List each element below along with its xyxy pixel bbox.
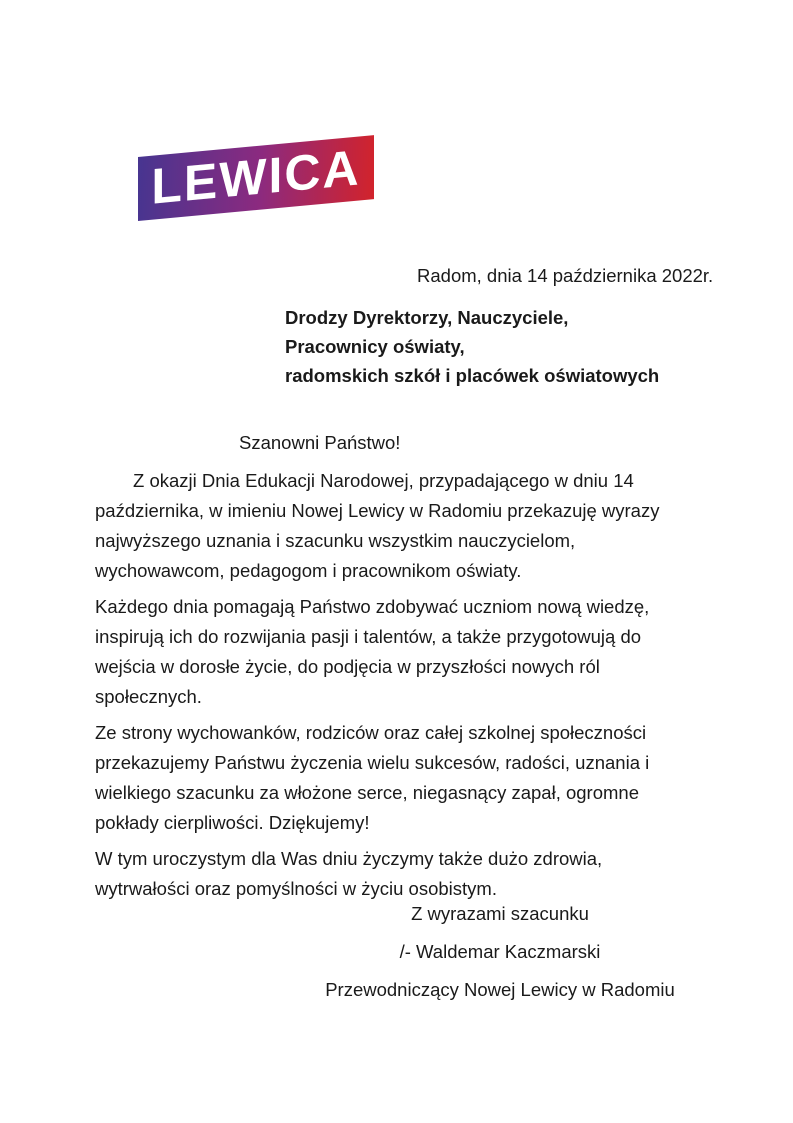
paragraph: Każdego dnia pomagają Państwo zdobywać uczniom nową wiedzę, inspirują ich do rozwijania pasji i talentów, a także przygotowują do wejścia w dorosłe życie, do podjęcia w przyszłości nowych ról społecznych. bbox=[95, 596, 650, 707]
lewica-logo-text: LEWICA bbox=[151, 138, 361, 215]
salutation: Szanowni Państwo! bbox=[239, 432, 401, 453]
recipient-line: radomskich szkół i placówek oświatowych bbox=[285, 365, 660, 386]
signature-block bbox=[300, 903, 700, 1017]
recipient-block bbox=[285, 303, 659, 390]
signature-name: /- Waldemar Kaczmarski bbox=[399, 941, 601, 962]
lewica-logo bbox=[138, 135, 374, 221]
recipient-line: Pracownicy oświaty, bbox=[285, 336, 465, 357]
paragraph: Z okazji Dnia Edukacji Narodowej, przypadającego w dniu 14 października, w imieniu Nowej Lewicy w Radomiu przekazuję wyrazy najwyższego uznania i szacunku wszystkim nauczycielom, wychowawcom, pedagogom i pracownikom oświaty. bbox=[95, 470, 660, 581]
letter-body bbox=[95, 466, 701, 910]
paragraph: Ze strony wychowanków, rodziców oraz całej szkolnej społeczności przekazujemy Państwu życzenia wielu sukcesów, radości, uznania i wielkiego szacunku za włożone serce, niegasnący zapał, ogromne pokłady cierpliwości. Dziękujemy! bbox=[95, 722, 650, 833]
date-line: Radom, dnia 14 października 2022r. bbox=[417, 265, 714, 286]
closing-line: Z wyrazami szacunku bbox=[411, 903, 589, 924]
signature-role: Przewodniczący Nowej Lewicy w Radomiu bbox=[325, 979, 675, 1000]
recipient-line: Drodzy Dyrektorzy, Nauczyciele, bbox=[285, 307, 569, 328]
paragraph: W tym uroczystym dla Was dniu życzymy także dużo zdrowia, wytrwałości oraz pomyślności w życiu osobistym. bbox=[95, 848, 603, 899]
